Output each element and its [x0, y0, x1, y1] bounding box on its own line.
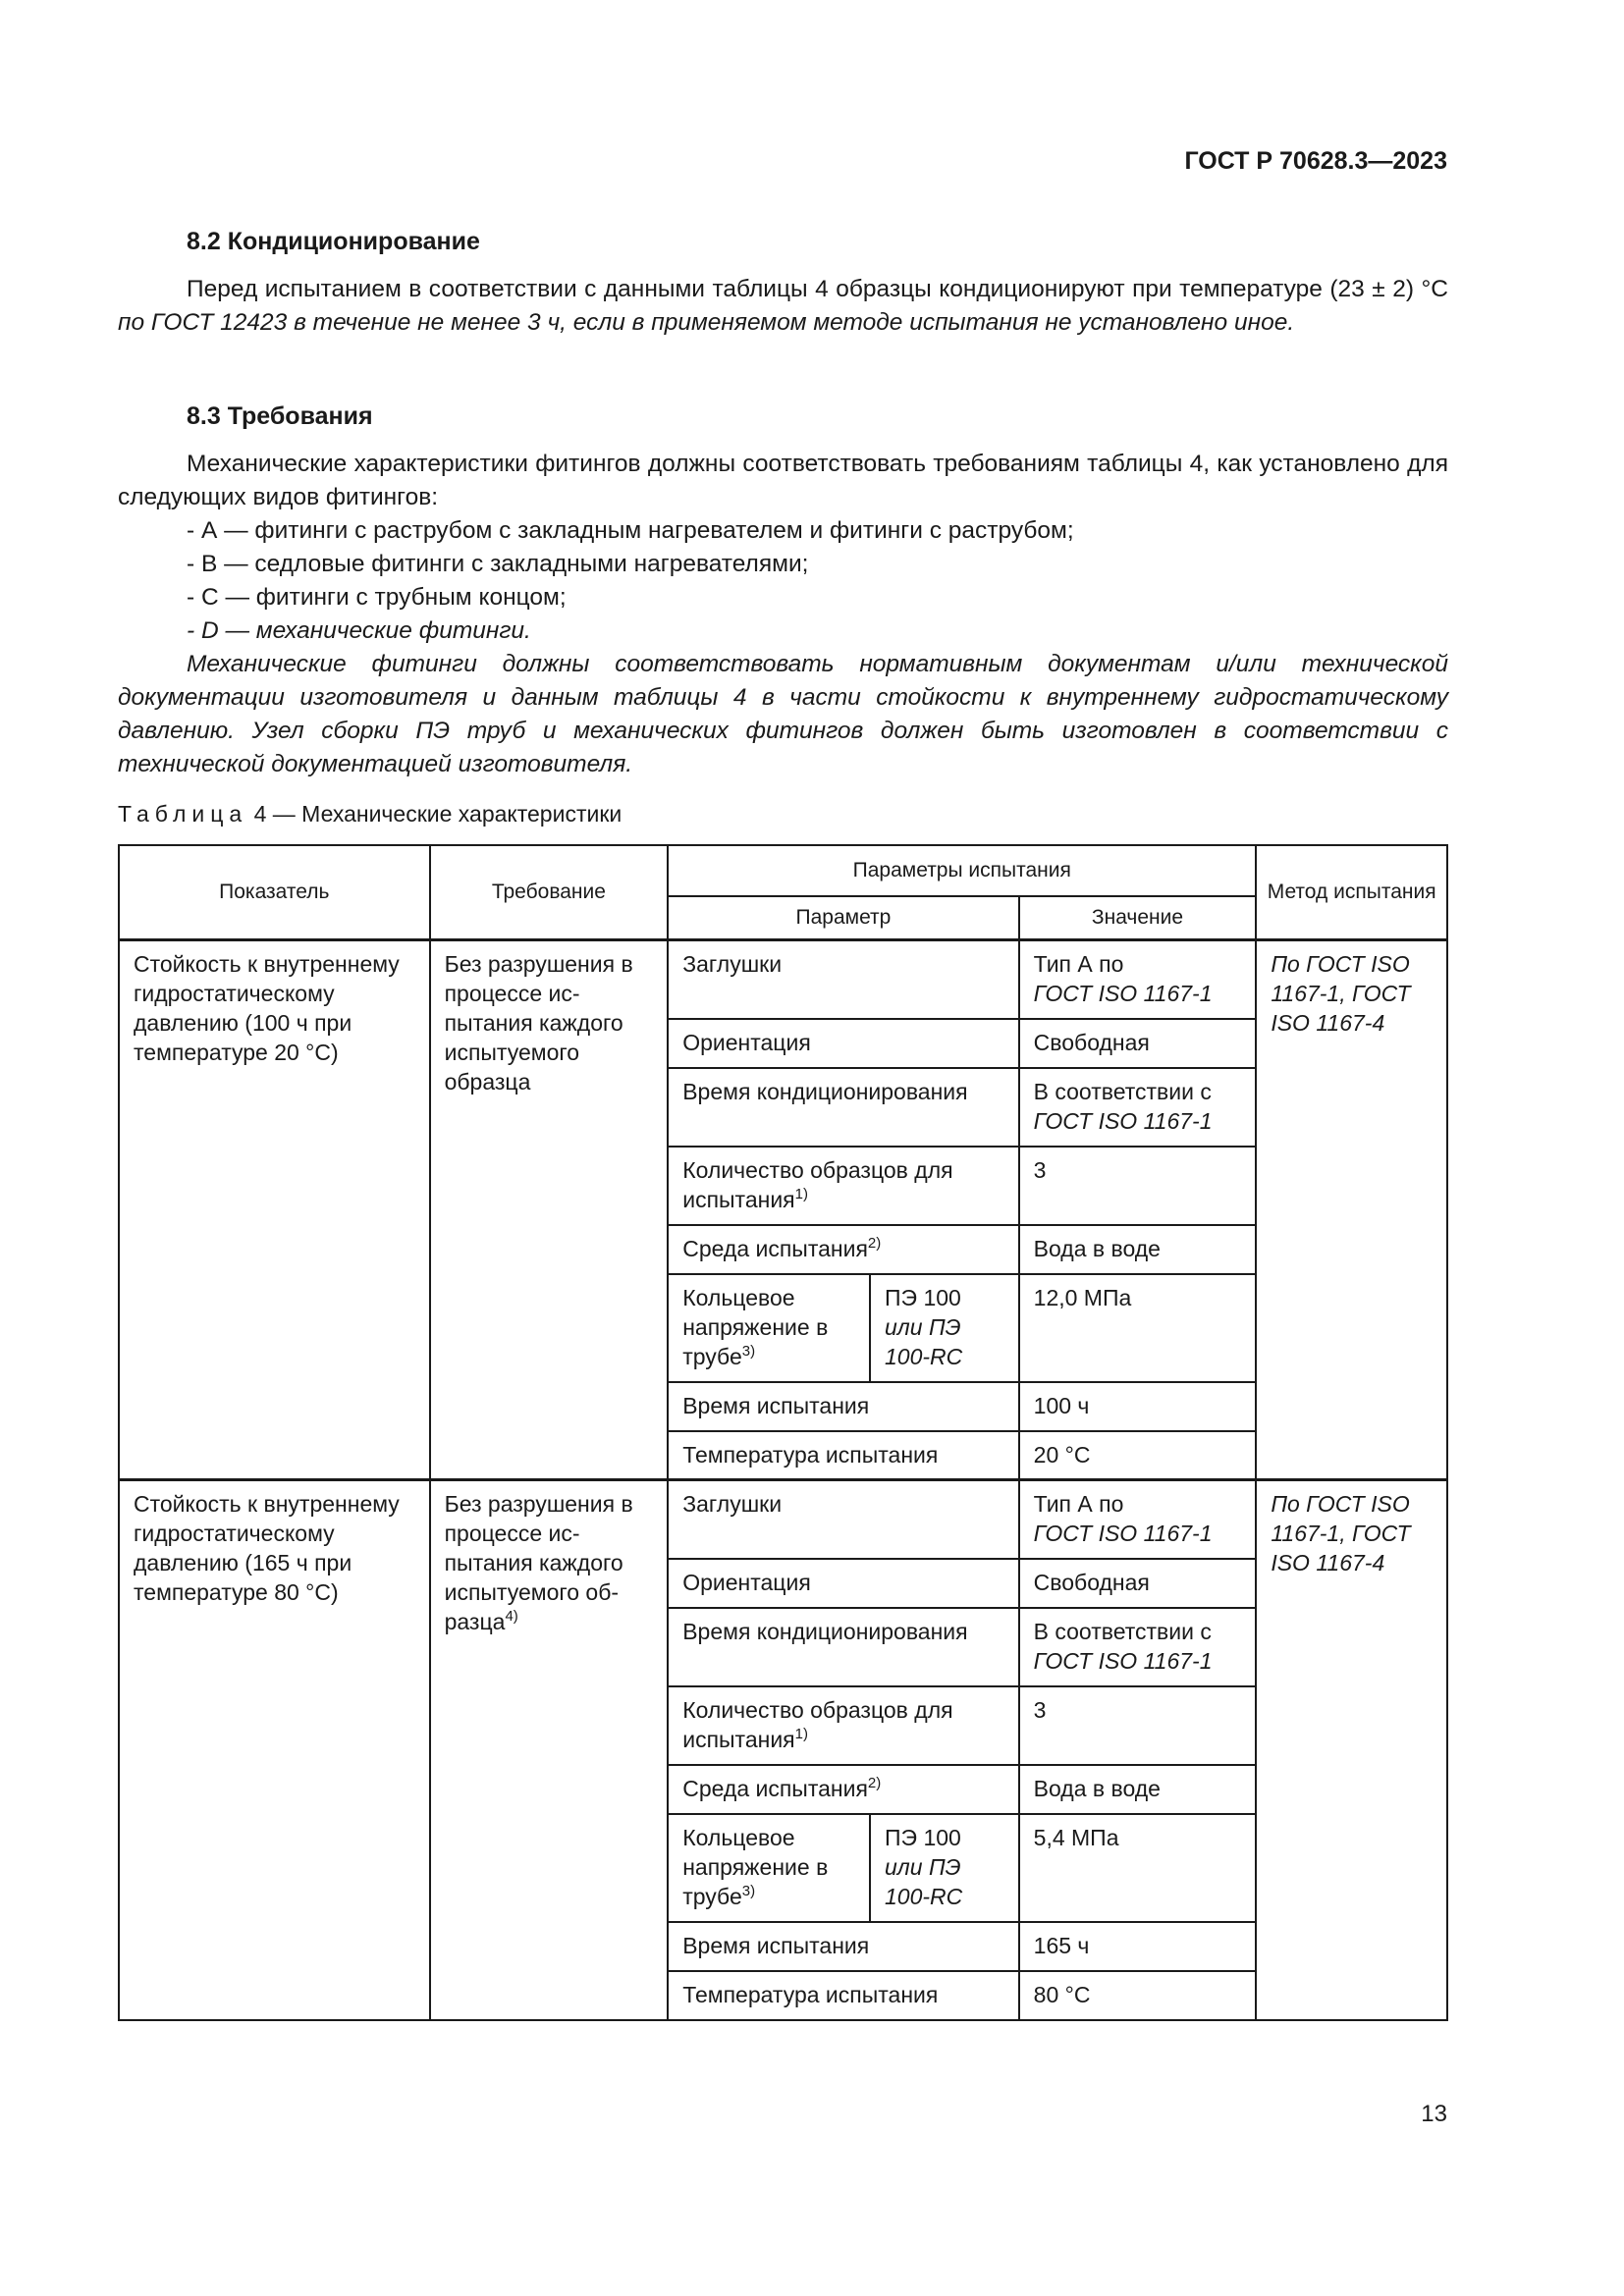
header-param: Параметр [668, 896, 1018, 940]
section-8-2-title: 8.2 Кондиционирование [187, 228, 480, 255]
value-cell: 5,4 МПа [1019, 1814, 1257, 1922]
value-text: В соответствии с [1033, 1078, 1212, 1104]
value-cell: 80 °С [1019, 1971, 1257, 2020]
footnote-ref: 1) [794, 1725, 808, 1742]
indicator-cell: Стойкость к внутреннему гидростатическому давлению (165 ч при температуре 80 °С) [119, 1480, 430, 2020]
material-cell [870, 1814, 1019, 1922]
value-cell: 100 ч [1019, 1382, 1257, 1431]
mechanical-characteristics-table [118, 844, 1448, 2021]
value-cell: Свободная [1019, 1559, 1257, 1608]
footnote-ref: 2) [867, 1774, 882, 1791]
param-text: Кольцевое напряжение в трубе [682, 1284, 829, 1369]
footnote-ref: 2) [867, 1234, 882, 1252]
param-text: Количество образцов для испытания [682, 1696, 953, 1752]
list-item: - С — фитинги с трубным концом; [187, 584, 567, 611]
section-8-3-title: 8.3 Требования [187, 402, 373, 430]
value-cell: Вода в воде [1019, 1225, 1257, 1274]
section-8-2-text [118, 273, 1448, 340]
list-item: - D — механические фитинги. [187, 617, 531, 644]
param-cell [668, 1814, 870, 1922]
requirement-text: Без разрушения в процессе испытания каждого испытуемого образца [444, 1491, 633, 1634]
list-item: - В — седловые фитинги с закладными нагревателями; [187, 551, 809, 577]
table-caption-label: Таблица [118, 801, 248, 827]
value-cell: 20 °С [1019, 1431, 1257, 1480]
section-8-2-text-italic: по ГОСТ 12423 в течение не менее 3 ч, если в применяемом методе испытания не установлено иное. [118, 309, 1295, 336]
method-cell: По ГОСТ ISO 1167-1, ГОСТ ISO 1167-4 [1256, 940, 1447, 1480]
value-cell [1019, 1608, 1257, 1686]
param-cell [668, 1147, 1018, 1225]
page-number: 13 [1421, 2101, 1447, 2127]
param-cell: Заглушки [668, 1480, 1018, 1559]
footnote-ref: 1) [794, 1185, 808, 1202]
material-text: ПЭ 100 [885, 1824, 961, 1850]
value-standard: ГОСТ ISO 1167-1 [1033, 1521, 1213, 1546]
list-item: - А — фитинги с раструбом с закладным нагревателем и фитинги с раструбом; [187, 517, 1074, 544]
header-value: Значение [1019, 896, 1257, 940]
value-text: Тип А по [1033, 1491, 1124, 1517]
material-text: ПЭ 100 [885, 1284, 961, 1310]
value-text: В соответствии с [1033, 1618, 1212, 1644]
table-row [119, 1480, 1447, 1559]
value-standard: ГОСТ ISO 1167-1 [1033, 981, 1213, 1006]
param-cell: Ориентация [668, 1559, 1018, 1608]
param-text: Количество образцов для испытания [682, 1156, 953, 1212]
section-8-3-intro [118, 448, 1448, 514]
requirement-cell [430, 940, 669, 1480]
requirement-text: Без разрушения в процессе испытания каждого испытуемого образца [444, 951, 633, 1095]
header-requirement: Требование [430, 845, 669, 940]
value-cell [1019, 1480, 1257, 1559]
footnote-ref: 4) [505, 1608, 518, 1625]
table-caption-text: 4 — Механические характеристики [247, 801, 623, 827]
value-text: Тип А по [1033, 951, 1124, 977]
header-method: Метод испытания [1256, 845, 1447, 940]
value-cell: 165 ч [1019, 1922, 1257, 1971]
param-cell [668, 1274, 870, 1382]
table-row [119, 940, 1447, 1019]
fitting-types-list [187, 514, 1074, 648]
value-cell: 12,0 МПа [1019, 1274, 1257, 1382]
value-cell [1019, 1068, 1257, 1147]
param-text: Кольцевое напряжение в трубе [682, 1824, 829, 1909]
param-cell: Температура испытания [668, 1431, 1018, 1480]
param-text: Среда испытания [682, 1235, 868, 1261]
section-8-3-intro-text: Механические характеристики фитингов должны соответствовать требованиям таблицы 4, как установлено для следующих видов фитингов: [118, 451, 1448, 510]
mechanical-fittings-note [118, 648, 1448, 781]
header-indicator: Показатель [119, 845, 430, 940]
footnote-ref: 3) [741, 1342, 756, 1360]
param-cell: Время кондиционирования [668, 1068, 1018, 1147]
material-alt: или ПЭ 100-RC [885, 1313, 963, 1369]
header-test-params: Параметры испытания [668, 845, 1256, 896]
section-8-2-text-plain: Перед испытанием в соответствии с данными таблицы 4 образцы кондиционируют при температуре (23 ± 2) °С [187, 276, 1448, 302]
param-text: Среда испытания [682, 1775, 868, 1801]
value-standard: ГОСТ ISO 1167-1 [1033, 1647, 1213, 1674]
param-cell: Заглушки [668, 940, 1018, 1019]
value-cell: 3 [1019, 1147, 1257, 1225]
footnote-ref: 3) [741, 1882, 756, 1899]
table-caption [118, 801, 622, 828]
param-cell: Время испытания [668, 1382, 1018, 1431]
value-cell: Свободная [1019, 1019, 1257, 1068]
param-cell: Время кондиционирования [668, 1608, 1018, 1686]
param-cell: Время испытания [668, 1922, 1018, 1971]
material-cell [870, 1274, 1019, 1382]
requirement-cell [430, 1480, 669, 2020]
value-cell: 3 [1019, 1686, 1257, 1765]
method-cell: По ГОСТ ISO 1167-1, ГОСТ ISO 1167-4 [1256, 1480, 1447, 2020]
param-cell: Температура испытания [668, 1971, 1018, 2020]
param-cell [668, 1765, 1018, 1814]
param-cell [668, 1225, 1018, 1274]
param-cell [668, 1686, 1018, 1765]
mechanical-fittings-note-text: Механические фитинги должны соответствовать нормативным документам и/или технической документации изготовителя и данным таблицы 4 в части стойкости к внутреннему гидростатическому давлению. Узел сборки ПЭ труб и механических фитингов должен быть изготовлен в соответствии с технической документацией изготовителя. [118, 651, 1448, 777]
indicator-cell: Стойкость к внутреннему гидростатическому давлению (100 ч при температуре 20 °С) [119, 940, 430, 1480]
value-standard: ГОСТ ISO 1167-1 [1033, 1107, 1213, 1134]
value-cell: Вода в воде [1019, 1765, 1257, 1814]
material-alt: или ПЭ 100-RC [885, 1853, 963, 1909]
document-code: ГОСТ Р 70628.3—2023 [1184, 147, 1447, 175]
param-cell: Ориентация [668, 1019, 1018, 1068]
value-cell [1019, 940, 1257, 1019]
